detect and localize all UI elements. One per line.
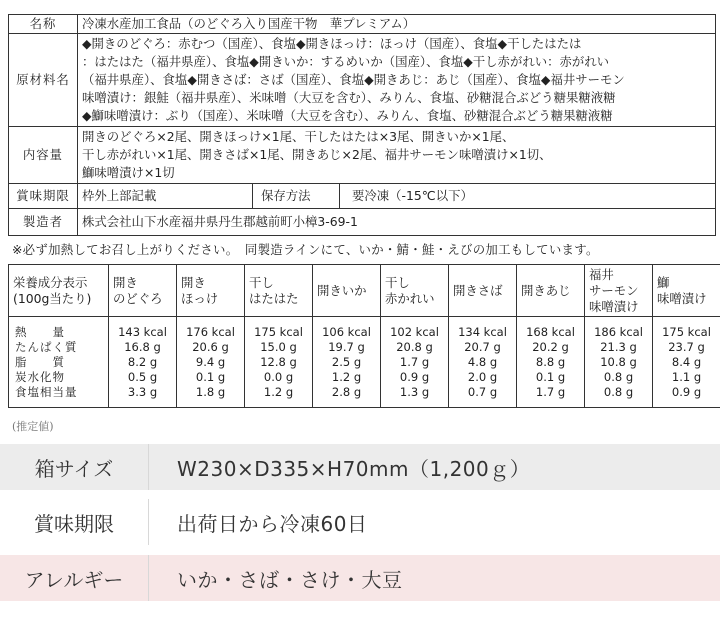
product-values [653,317,720,400]
expiry-key: 賞味期限 [9,184,78,209]
nutrition-value: 16.8 g [124,340,161,354]
nutrition-value: 0.7 g [467,385,498,399]
contents-value [78,127,716,184]
product-name-line: 味噌漬け [589,298,639,314]
product-name [653,265,720,317]
product-values [449,317,516,400]
product-name-text [249,275,299,307]
contents-line: 干し赤がれい×1尾、開きさば×1尾、開きあじ×2尾、福井サーモン味噌漬け×1切、 [82,147,552,162]
storage-value: 要冷凍（-15℃以下） [352,188,473,203]
nutrition-value: 20.8 g [396,340,433,354]
product-values [109,317,176,400]
nutrition-value: 175 kcal [662,325,711,339]
product-values [313,317,380,400]
product-name-line: 赤かれい [385,290,435,306]
nutrition-value: 0.1 g [535,370,566,384]
nutrition-value: 1.7 g [535,385,566,399]
nutrition-product-column [653,265,720,407]
nutrition-product-column [381,265,449,407]
nutrition-value: 8.8 g [535,355,566,369]
contents-line: 鰤味噌漬け×1切 [82,165,175,180]
maker-key: 製造者 [9,209,78,236]
nutrition-value: 143 kcal [118,325,167,339]
label-row-contents [9,127,716,184]
nutrition-value: 0.9 g [671,385,702,399]
nutrition-row-label: たんぱく質 [15,340,78,354]
product-name-text [521,283,571,299]
nutrition-header [9,265,108,317]
spec-value: W230×D335×H70mm（1,200ｇ） [177,456,531,481]
product-name [245,265,312,317]
nutrition-value: 8.4 g [671,355,702,369]
label-row-maker [9,209,716,236]
product-name-line: はたはた [249,290,299,306]
product-values [585,317,652,400]
nutrition-product-column [177,265,245,407]
product-name-line: サーモン [589,282,639,298]
nutrition-value: 168 kcal [526,325,575,339]
nutrition-value: 106 kcal [322,325,371,339]
nutrition-value: 186 kcal [594,325,643,339]
ingredients-value [78,34,716,127]
nutrition-value: 175 kcal [254,325,303,339]
product-name [381,265,448,317]
nutrition-product-column [449,265,517,407]
nutrition-value: 1.3 g [399,385,430,399]
nutrition-value: 1.1 g [671,370,702,384]
product-name-line: 開きあじ [521,282,571,298]
product-name-line: 干し [249,274,274,290]
nutrition-value: 0.5 g [127,370,158,384]
ingredients-line: ：はたはた（福井県産）、食塩◆開きいか：するめいか（国産）、食塩◆干し赤がれい：赤がれい [82,54,610,69]
nutrition-value: 2.8 g [331,385,362,399]
ingredients-line: （福井県産）、食塩◆開きさば：さば（国産）、食塩◆開きあじ：あじ（国産）、食塩◆福井サーモン [82,72,625,87]
product-name-text [589,267,639,315]
nutrition-value: 19.7 g [328,340,365,354]
expiry-storage-value [78,184,716,209]
nutrition-row-label: 脂 質 [15,355,65,369]
spec-value: いか・さば・さけ・大豆 [177,567,403,592]
name-value: 冷凍水産加工食品（のどぐろ入り国産干物 華プレミアム） [78,15,716,34]
spec-row-allergy [0,555,720,601]
product-name-line: 開き [181,274,206,290]
nutrition-value: 0.9 g [399,370,430,384]
contents-line: 開きのどぐろ×2尾、開きほっけ×1尾、干したはたは×3尾、開きいか×1尾、 [82,129,515,144]
nutrition-product-column [109,265,177,407]
product-name [177,265,244,317]
product-name [517,265,584,317]
label-row-ingredients [9,34,716,127]
product-name-text [317,283,367,299]
nutrition-value: 3.3 g [127,385,158,399]
product-name [313,265,380,317]
product-values [245,317,312,400]
product-name-line: 開きいか [317,282,367,298]
product-name-text [657,275,707,307]
product-values [517,317,584,400]
ingredients-key: 原材料名 [9,34,78,127]
product-name [109,265,176,317]
expiry-value: 枠外上部記載 [82,188,157,203]
spec-key: 箱サイズ [34,456,114,481]
product-name-text [385,275,435,307]
nutrition-product-column [517,265,585,407]
nutrition-value: 1.7 g [399,355,430,369]
nutrition-row-labels [9,317,108,400]
nutrition-value: 0.0 g [263,370,294,384]
ingredients-line: ◆鰤味噌漬け：ぶり（国産）、米味噌（大豆を含む）、みりん、食塩、砂糖混合ぶどう糖果糖液糖 [82,108,613,123]
nutrition-value: 10.8 g [600,355,637,369]
product-name-line: 鰤 [657,274,670,290]
product-name-line: 開きさば [453,282,503,298]
nutrition-value: 23.7 g [668,340,705,354]
nutrition-value: 20.2 g [532,340,569,354]
estimate-note: (推定値) [12,420,54,433]
nutrition-value: 102 kcal [390,325,439,339]
maker-value: 株式会社山下水産福井県丹生郡越前町小樟3-69-1 [78,209,716,236]
nutrition-row-label: 食塩相当量 [15,385,78,399]
nutrition-value: 20.6 g [192,340,229,354]
nutrition-value: 12.8 g [260,355,297,369]
name-key: 名称 [9,15,78,34]
product-name-line: 開き [113,274,138,290]
ingredients-line: 味噌漬け：銀鮭（福井県産）、米味噌（大豆を含む）、みりん、食塩、砂糖混合ぶどう糖果糖液糖 [82,90,616,105]
nutrition-value: 2.5 g [331,355,362,369]
label-row-name [9,15,716,34]
nutrition-value: 8.2 g [127,355,158,369]
product-name-line: 干し [385,274,410,290]
spec-row-box-size [0,444,720,490]
nutrition-value: 176 kcal [186,325,235,339]
nutrition-product-column [585,265,653,407]
nutrition-value: 1.8 g [195,385,226,399]
nutrition-header-text [13,275,91,307]
spec-key: 賞味期限 [34,511,114,536]
nutrition-value: 0.8 g [603,385,634,399]
nutrition-header-line: 栄養成分表示 [13,274,88,290]
product-name [585,265,652,317]
nutrition-value: 9.4 g [195,355,226,369]
nutrition-header-line: (100g当たり) [13,290,92,306]
nutrition-row-label: 炭水化物 [15,370,65,384]
nutrition-value: 1.2 g [331,370,362,384]
product-values [381,317,448,400]
contents-key: 内容量 [9,127,78,184]
label-row-expiry-storage [9,184,716,209]
spec-value: 出荷日から冷凍60日 [177,511,368,536]
product-values [177,317,244,400]
nutrition-product-column [245,265,313,407]
ingredients-line: ◆開きのどぐろ：赤むつ（国産）、食塩◆開きほっけ：ほっけ（国産）、食塩◆干したはたは [82,36,582,51]
nutrition-product-column [313,265,381,407]
nutrition-value: 1.2 g [263,385,294,399]
nutrition-value: 0.1 g [195,370,226,384]
nutrition-table [8,264,720,406]
nutrition-label-column [9,265,109,407]
storage-key: 保存方法 [252,184,340,208]
product-name-text [113,275,163,307]
nutrition-value: 15.0 g [260,340,297,354]
spec-row-expiry [0,499,720,545]
nutrition-value: 134 kcal [458,325,507,339]
label-table [8,14,716,236]
nutrition-row-label: 熱 量 [15,325,65,339]
nutrition-value: 4.8 g [467,355,498,369]
nutrition-value: 2.0 g [467,370,498,384]
nutrition-value: 21.3 g [600,340,637,354]
product-name-line: 味噌漬け [657,290,707,306]
product-name-line: ほっけ [181,290,219,306]
nutrition-value: 0.8 g [603,370,634,384]
product-name-text [453,283,503,299]
nutrition-grid [8,264,720,408]
product-name-line: 福井 [589,266,614,282]
product-name-text [181,275,218,307]
product-name-line: のどぐろ [113,290,163,306]
nutrition-value: 20.7 g [464,340,501,354]
spec-key: アレルギー [24,567,124,592]
product-name [449,265,516,317]
cooking-note: ※必ず加熱してお召し上がりください。 同製造ラインにて、いか・鯖・鮭・えびの加工もしています。 [12,242,599,257]
